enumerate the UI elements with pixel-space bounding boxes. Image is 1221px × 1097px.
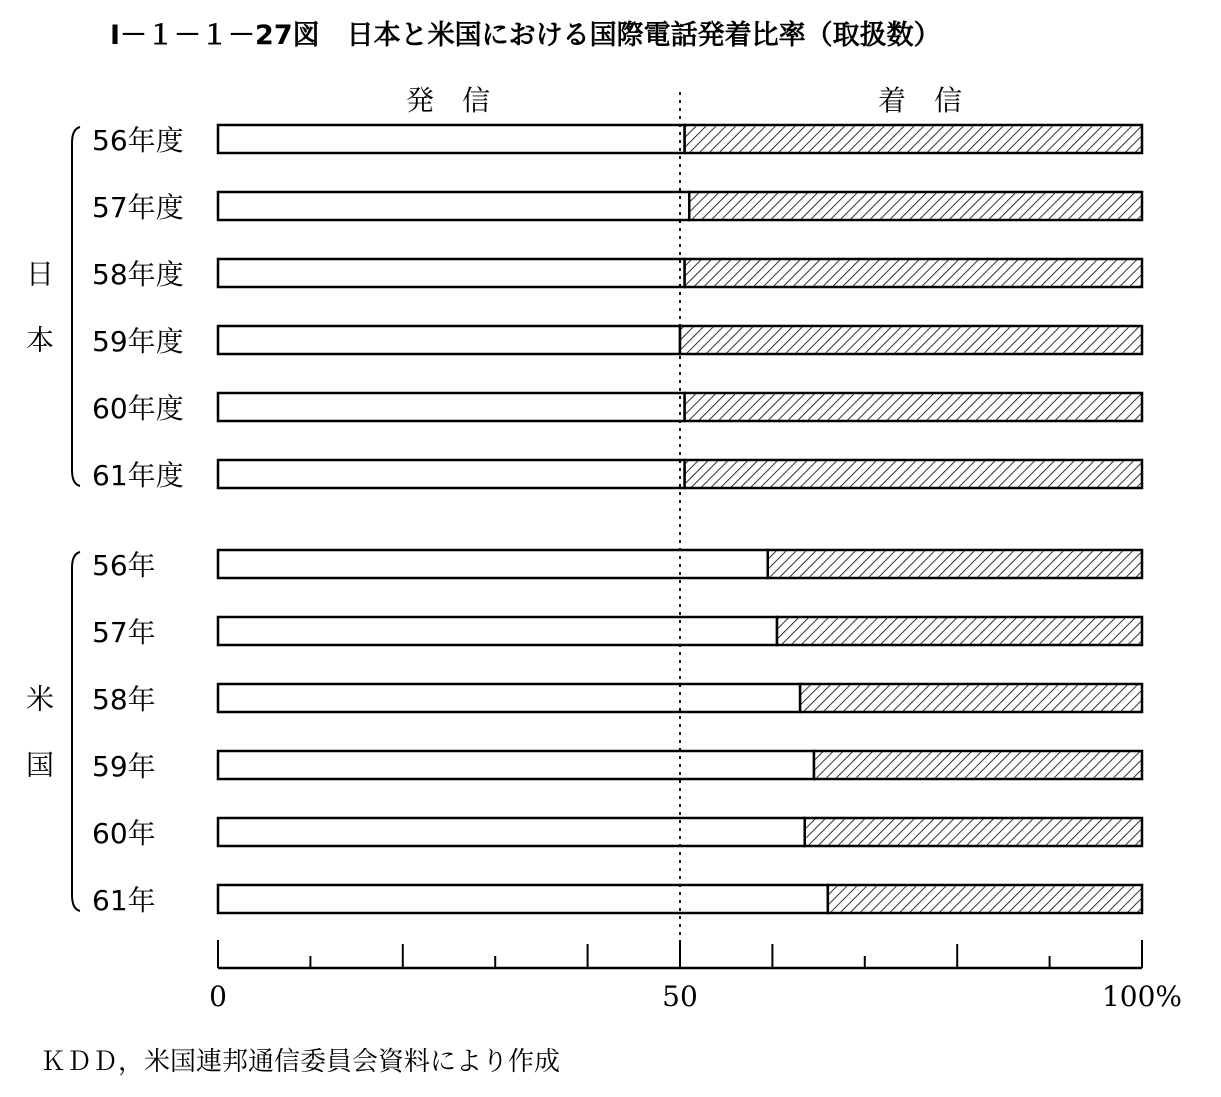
category-label: 61年度 bbox=[92, 459, 184, 492]
legend-incoming: 着 信 bbox=[877, 84, 963, 117]
bar-outgoing bbox=[218, 885, 828, 913]
bar-incoming bbox=[805, 818, 1142, 846]
category-label: 57年度 bbox=[92, 191, 184, 224]
bar-outgoing bbox=[218, 259, 685, 287]
category-label: 61年 bbox=[92, 884, 156, 917]
category-label: 56年度 bbox=[92, 124, 184, 157]
source-note: ＫＤＤ，米国連邦通信委員会資料により作成 bbox=[40, 1047, 561, 1077]
category-label: 60年 bbox=[92, 817, 156, 850]
bar-outgoing bbox=[218, 818, 805, 846]
bars bbox=[92, 124, 1142, 917]
bar-incoming bbox=[685, 460, 1142, 488]
chart-title: Ⅰ－１－１－27図 日本と米国における国際電話発着比率（取扱数） bbox=[110, 20, 941, 51]
group-bracket-japan bbox=[72, 127, 80, 486]
bar-outgoing bbox=[218, 393, 685, 421]
legend-outgoing: 発 信 bbox=[405, 84, 491, 117]
bar-incoming bbox=[768, 550, 1142, 578]
category-label: 58年 bbox=[92, 683, 156, 716]
bar-outgoing bbox=[218, 326, 680, 354]
bar-incoming bbox=[800, 684, 1142, 712]
x-tick-label: 0 bbox=[209, 980, 227, 1013]
bar-incoming bbox=[828, 885, 1142, 913]
bar-incoming bbox=[685, 259, 1142, 287]
x-tick-label: 100% bbox=[1101, 980, 1183, 1013]
group-label-usa: 米国 bbox=[25, 682, 55, 782]
x-tick-label: 50 bbox=[662, 980, 698, 1013]
group-label-japan: 日本 bbox=[25, 257, 55, 357]
x-axis bbox=[209, 940, 1182, 1013]
bar-outgoing bbox=[218, 125, 685, 153]
bar-incoming bbox=[814, 751, 1142, 779]
group-labels bbox=[26, 127, 80, 911]
bar-outgoing bbox=[218, 550, 768, 578]
bar-incoming bbox=[680, 326, 1142, 354]
category-label: 60年度 bbox=[92, 392, 184, 425]
group-bracket-usa bbox=[72, 552, 80, 911]
bar-incoming bbox=[685, 125, 1142, 153]
bar-outgoing bbox=[218, 617, 777, 645]
legend bbox=[406, 84, 962, 117]
bar-outgoing bbox=[218, 192, 689, 220]
category-label: 56年 bbox=[92, 549, 156, 582]
category-label: 59年 bbox=[92, 750, 156, 783]
category-label: 58年度 bbox=[92, 258, 184, 291]
bar-outgoing bbox=[218, 684, 800, 712]
bar-incoming bbox=[777, 617, 1142, 645]
bar-incoming bbox=[685, 393, 1142, 421]
category-label: 57年 bbox=[92, 616, 156, 649]
bar-outgoing bbox=[218, 460, 685, 488]
bar-incoming bbox=[689, 192, 1142, 220]
category-label: 59年度 bbox=[92, 325, 184, 358]
bar-outgoing bbox=[218, 751, 814, 779]
